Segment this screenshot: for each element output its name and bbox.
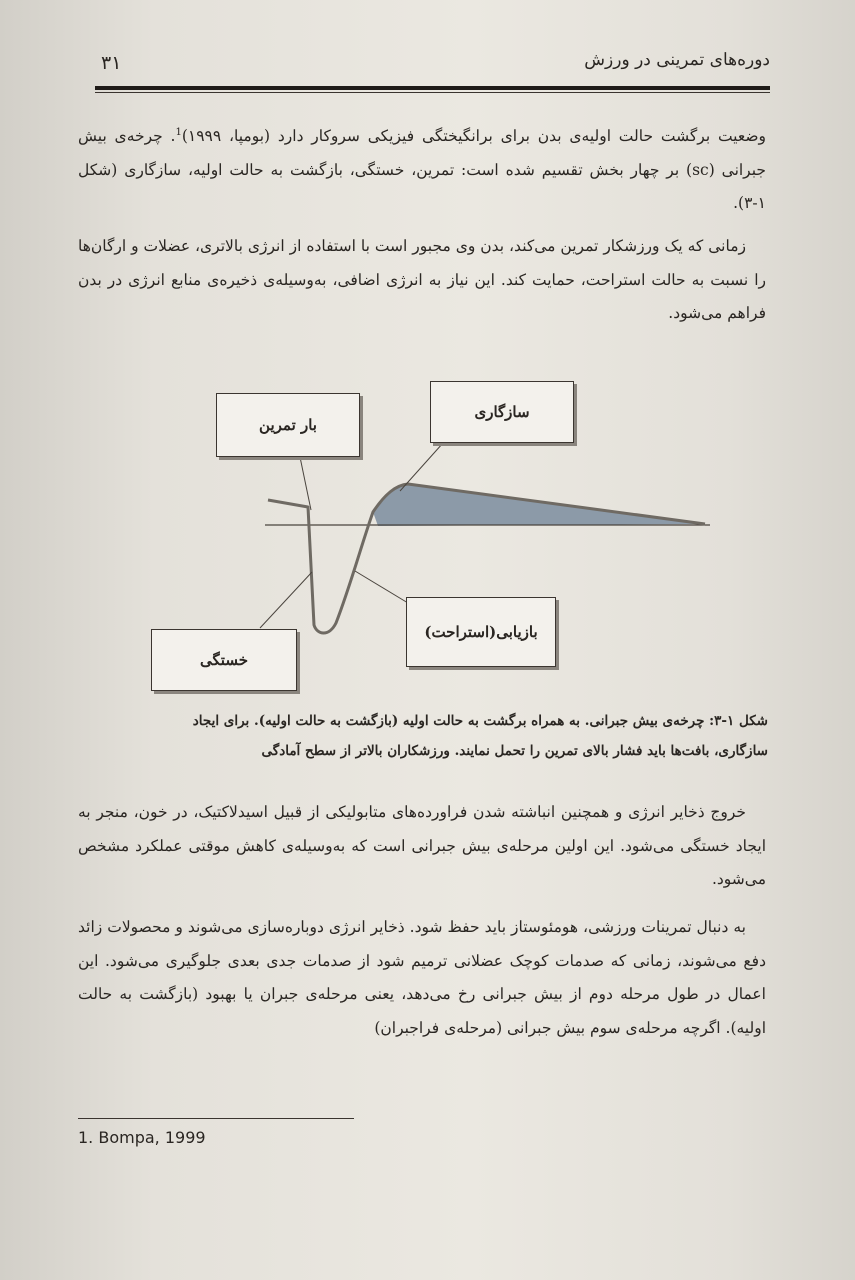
- pointer-adaptation: [400, 443, 443, 491]
- paragraph-1: [78, 116, 766, 221]
- page-header: [95, 40, 770, 92]
- caption-line-2: سازگاری، بافت‌ها باید فشار بالای تمرین را تحمل نمایند. ورزشکاران بالاتر از سطح آمادگی: [261, 743, 768, 759]
- paragraph-1-rest: . چرخه‌ی بیش جبرانی (sc) بر چهار بخش تقسیم شده است: تمرین، خستگی، بازگشت به حالت اولیه، سازگاری (شکل ۱-۳).: [78, 127, 766, 213]
- supercompensation-figure: [140, 375, 720, 700]
- header-rule-thin: [95, 92, 770, 93]
- paragraph-1-text: وضعیت برگشت حالت اولیه‌ی بدن برای برانگیختگی فیزیکی سروکار دارد (بومپا، ۱۹۹۹): [181, 127, 766, 146]
- box-fatigue: خستگی: [151, 629, 297, 691]
- box-adaptation: سازگاری: [430, 381, 574, 443]
- paragraph-4: به دنبال تمرینات ورزشی، هومئوستاز باید حفظ شود. ذخایر انرژی دوباره‌سازی می‌شوند و محصولات زائد دفع می‌شوند، زمانی که صدمات کوچک عضلانی ترمیم شود از صدمات جدی بعدی جلوگیری می‌شود. این اعمال در طول مرحله دوم از بیش جبرانی رخ می‌دهد، یعنی مرحله‌ی جبران یا بهبود (بازگشت به حالت اولیه). اگرچه مرحله‌ی سوم بیش جبرانی (مرحله‌ی فراجبران): [78, 918, 766, 1037]
- pointer-fatigue: [260, 572, 312, 628]
- adaptation-area: [373, 484, 705, 526]
- running-title: دوره‌های تمرینی در ورزش: [584, 50, 770, 70]
- footnote: 1. Bompa, 1999: [78, 1128, 206, 1147]
- pointer-training-load: [300, 457, 311, 510]
- caption-line-1: شکل ۱-۳: چرخه‌ی بیش جبرانی. به همراه برگشت به حالت اولیه (بازگشت به حالت اولیه). برای ایجاد: [192, 713, 768, 729]
- box-recovery: بازیابی(استراحت): [406, 597, 556, 667]
- footnote-rule: [78, 1118, 354, 1119]
- footnote-marker: 1: [175, 127, 182, 138]
- header-rule-thick: [95, 86, 770, 90]
- page-number: ۳۱: [101, 52, 122, 74]
- figure-caption: [150, 706, 768, 766]
- paragraph-3: خروج ذخایر انرژی و همچنین انباشته شدن فراورده‌های متابولیکی از قبیل اسیدلاکتیک، در خون، منجر به ایجاد خستگی می‌شود. این اولین مرحله‌ی بیش جبرانی است که به‌وسیله‌ی کاهش موقتی عملکرد مشخص می‌شود.: [78, 803, 766, 888]
- paragraph-2: زمانی که یک ورزشکار تمرین می‌کند، بدن وی مجبور است با استفاده از انرژی بالاتری، عضلات و ارگان‌ها را نسبت به حالت استراحت، حمایت کند. این نیاز به انرژی اضافی، به‌وسیله‌ی ذخیره‌ی منابع انرژی در بدن فراهم می‌شود.: [78, 237, 766, 322]
- pointer-recovery: [355, 571, 408, 603]
- box-training-load: بار تمرین: [216, 393, 360, 457]
